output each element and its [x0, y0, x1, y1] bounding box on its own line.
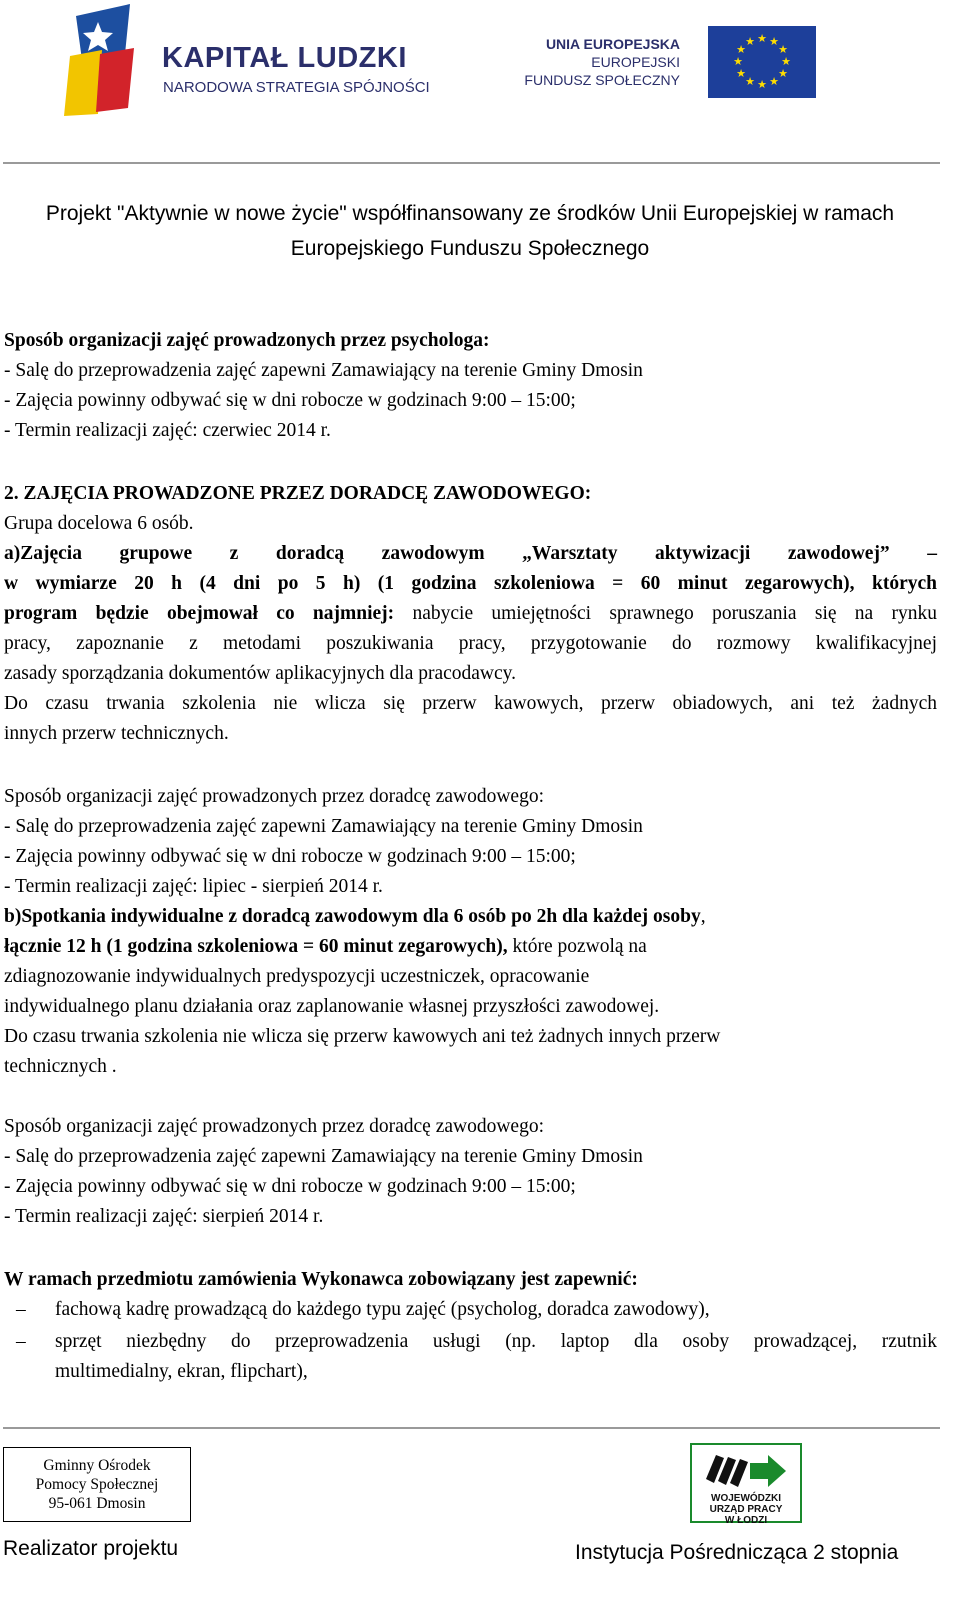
- section-a-program-label: program będzie obejmował co najmniej:: [4, 603, 395, 624]
- svg-text:★: ★: [769, 35, 779, 48]
- section-a-line3: [4, 599, 937, 629]
- section-b-line2: [4, 932, 647, 962]
- psych-item-term: - Termin realizacji zajęć: czerwiec 2014 r.: [4, 420, 331, 441]
- svg-text:★: ★: [769, 75, 779, 88]
- svg-text:★: ★: [757, 78, 767, 91]
- wup-text: [692, 1493, 800, 1526]
- kapital-ludzki-title: KAPITAŁ LUDZKI: [162, 42, 407, 74]
- project-title: [0, 196, 940, 266]
- section-b-hours: łącznie 12 h (1 godzina szkoleniowa = 60 minut zegarowych),: [4, 936, 508, 957]
- gops-line1: Gminny Ośrodek: [43, 1457, 151, 1474]
- wup-line1: WOJEWÓDZKI: [711, 1493, 781, 1504]
- gops-line2: Pomocy Społecznej: [35, 1476, 159, 1493]
- section-b-hours-rest: które pozwolą na: [507, 936, 647, 957]
- instytucja-label: Instytucja Pośrednicząca 2 stopnia: [575, 1541, 899, 1564]
- eu-flag-icon: [708, 26, 816, 98]
- svg-text:★: ★: [781, 55, 791, 68]
- section-a-line4: pracy, zapoznanie z metodami poszukiwania pracy, przygotowanie do rozmowy kwalifikacyjnej: [4, 633, 937, 654]
- eu-label-line3: FUNDUSZ SPOŁECZNY: [524, 72, 680, 88]
- section2-heading: 2. ZAJĘCIA PROWADZONE PRZEZ DORADCĘ ZAWODOWEGO:: [4, 483, 592, 504]
- section-b-line1: [4, 902, 706, 932]
- svg-text:★: ★: [778, 43, 788, 56]
- psych-item-hours: - Zajęcia powinny odbywać się w dni robocze w godzinach 9:00 – 15:00;: [4, 390, 576, 411]
- eu-efs-logo: [524, 26, 826, 106]
- section-a-program-text: nabycie umiejętności sprawnego poruszania się na rynku: [394, 603, 937, 624]
- obligations-heading: W ramach przedmiotu zamówienia Wykonawca zobowiązany jest zapewnić:: [4, 1269, 638, 1290]
- wup-line2: URZĄD PRACY: [709, 1504, 783, 1515]
- section-b-title-comma: ,: [700, 906, 706, 927]
- obligation-bullet-1: –: [16, 1299, 26, 1320]
- doradca2-heading: Sposób organizacji zajęć prowadzonych przez doradcę zawodowego:: [4, 1116, 544, 1137]
- obligation-item-equipment-line1: sprzęt niezbędny do przeprowadzenia usługi (np. laptop dla osoby prowadzącej, rzutnik: [55, 1331, 937, 1352]
- svg-text:★: ★: [778, 67, 788, 80]
- doradca2-item-term: - Termin realizacji zajęć: sierpień 2014 r.: [4, 1206, 324, 1227]
- section-a-line5: zasady sporządzania dokumentów aplikacyjnych dla pracodawcy.: [4, 663, 517, 684]
- gops-stamp-text: [4, 1456, 190, 1513]
- wup-line3: W ŁODZI: [724, 1515, 768, 1526]
- section-b-line4: indywidualnego planu działania oraz zaplanowanie własnej przyszłości zawodowej.: [4, 996, 660, 1017]
- svg-text:★: ★: [733, 55, 743, 68]
- doradca1-item-hours: - Zajęcia powinny odbywać się w dni robocze w godzinach 9:00 – 15:00;: [4, 846, 576, 867]
- section-b-break-line1: Do czasu trwania szkolenia nie wlicza się przerw kawowych ani też żadnych innych przerw: [4, 1026, 721, 1047]
- svg-text:★: ★: [745, 75, 755, 88]
- project-title-line2: Europejskiego Funduszu Społecznego: [290, 237, 650, 260]
- wup-arrow-icon: [702, 1449, 790, 1491]
- kapital-ludzki-emblem-icon: [62, 4, 152, 122]
- obligation-item-staff: fachową kadrę prowadzącą do każdego typu zajęć (psycholog, doradca zawodowy),: [55, 1299, 710, 1320]
- section-a-line1: a)Zajęcia grupowe z doradcą zawodowym „Warsztaty aktywizacji zawodowej” –: [4, 543, 937, 564]
- eu-label-line2: EUROPEJSKI: [591, 54, 680, 70]
- section-b-line3: zdiagnozowanie indywidualnych predyspozycji uczestniczek, opracowanie: [4, 966, 590, 987]
- header-divider: [3, 162, 940, 164]
- gops-stamp: [3, 1447, 191, 1522]
- realizator-label: Realizator projektu: [3, 1537, 179, 1560]
- doradca2-item-hours: - Zajęcia powinny odbywać się w dni robocze w godzinach 9:00 – 15:00;: [4, 1176, 576, 1197]
- section-b-title: b)Spotkania indywidualne z doradcą zawodowym dla 6 osób po 2h dla każdej osoby: [4, 906, 701, 927]
- doradca1-heading: Sposób organizacji zajęć prowadzonych przez doradcę zawodowego:: [4, 786, 544, 807]
- obligation-bullet-2: –: [16, 1331, 26, 1352]
- svg-text:★: ★: [736, 67, 746, 80]
- kapital-ludzki-subtitle: NARODOWA STRATEGIA SPÓJNOŚCI: [163, 79, 430, 96]
- svg-text:★: ★: [757, 32, 767, 45]
- psych-item-room: - Salę do przeprowadzenia zajęć zapewni Zamawiający na terenie Gminy Dmosin: [4, 360, 643, 381]
- gops-line3: 95-061 Dmosin: [48, 1495, 146, 1512]
- project-title-line1: Projekt "Aktywnie w nowe życie" współfinansowany ze środków Unii Europejskiej w ramach: [45, 202, 895, 225]
- svg-text:★: ★: [745, 35, 755, 48]
- section-a-line2: w wymiarze 20 h (4 dni po 5 h) (1 godzina szkoleniowa = 60 minut zegarowych), których: [4, 573, 937, 594]
- target-group: Grupa docelowa 6 osób.: [4, 513, 194, 534]
- wup-lodz-logo: [690, 1443, 802, 1526]
- psych-section-heading: Sposób organizacji zajęć prowadzonych przez psychologa:: [4, 330, 490, 351]
- svg-text:★: ★: [736, 43, 746, 56]
- doradca1-item-room: - Salę do przeprowadzenia zajęć zapewni Zamawiający na terenie Gminy Dmosin: [4, 816, 643, 837]
- doradca2-item-room: - Salę do przeprowadzenia zajęć zapewni Zamawiający na terenie Gminy Dmosin: [4, 1146, 643, 1167]
- obligation-item-equipment-line2: multimedialny, ekran, flipchart),: [55, 1361, 308, 1382]
- section-a-break-line2: innych przerw technicznych.: [4, 723, 229, 744]
- kapital-ludzki-logo: [62, 4, 430, 124]
- footer-divider: [3, 1427, 940, 1429]
- section-a-break-line1: Do czasu trwania szkolenia nie wlicza się przerw kawowych, przerw obiadowych, ani też żadnych: [4, 693, 937, 714]
- doradca1-item-term: - Termin realizacji zajęć: lipiec - sierpień 2014 r.: [4, 876, 383, 897]
- section-b-break-line2: technicznych .: [4, 1056, 117, 1077]
- eu-label-line1: UNIA EUROPEJSKA: [545, 36, 680, 52]
